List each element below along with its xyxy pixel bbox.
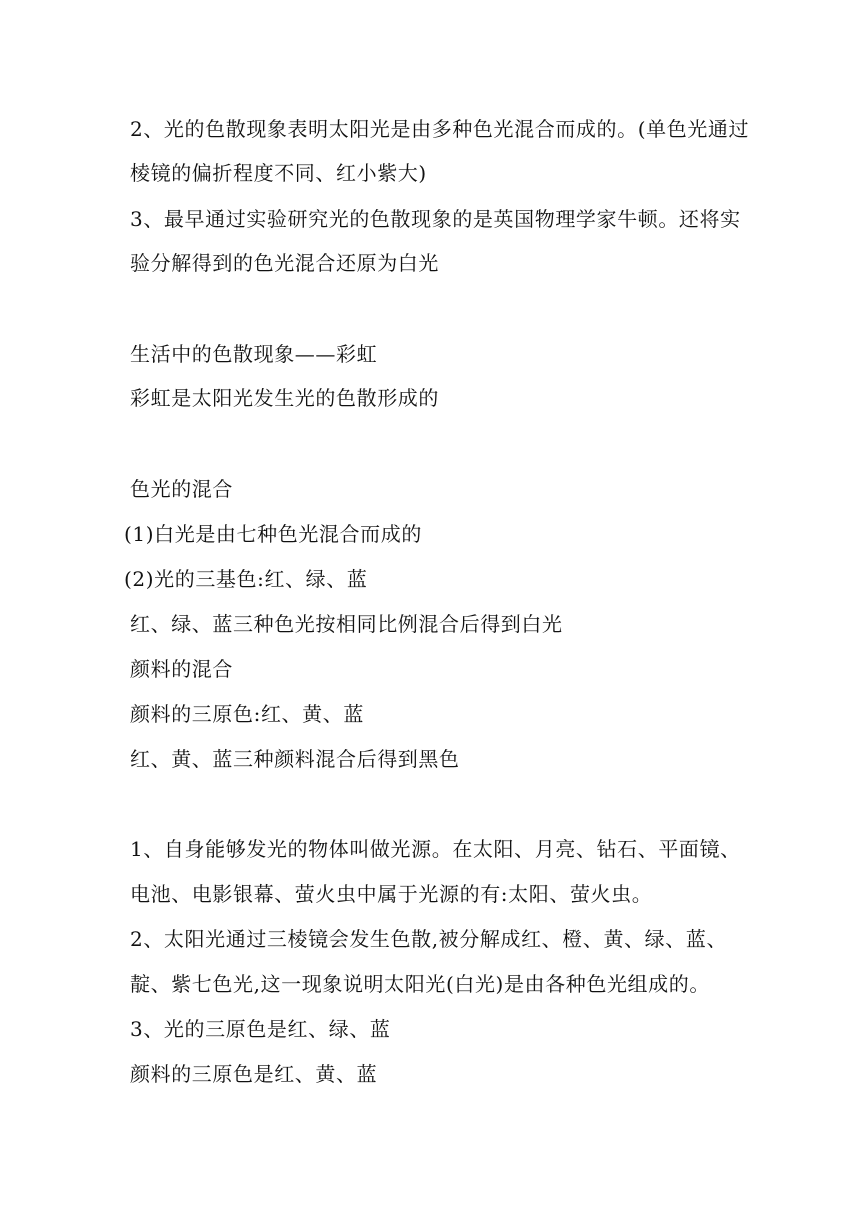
text-line-8: (1)白光是由七种色光混合而成的 xyxy=(124,522,422,546)
text-line-17: 靛、紫七色光,这一现象说明太阳光(白光)是由各种色光组成的。 xyxy=(130,972,710,996)
text-line-16: 2、太阳光通过三棱镜会发生色散,被分解成红、橙、黄、绿、蓝、 xyxy=(130,927,728,951)
section-heading-rainbow: 生活中的色散现象——彩虹 xyxy=(130,342,378,366)
text-line-18: 3、光的三原色是红、绿、蓝 xyxy=(130,1017,391,1041)
text-line-3: 3、最早通过实验研究光的色散现象的是英国物理学家牛顿。还将实 xyxy=(130,207,741,231)
text-line-1: 2、光的色散现象表明太阳光是由多种色光混合而成的。(单色光通过 xyxy=(130,117,750,141)
text-line-15: 电池、电影银幕、萤火虫中属于光源的有:太阳、萤火虫。 xyxy=(130,882,653,906)
text-line-12: 颜料的三原色:红、黄、蓝 xyxy=(130,702,364,726)
text-line-2: 棱镜的偏折程度不同、红小紫大) xyxy=(130,161,427,185)
text-line-9: (2)光的三基色:红、绿、蓝 xyxy=(124,567,368,591)
text-line-19: 颜料的三原色是红、黄、蓝 xyxy=(130,1062,378,1086)
text-line-13: 红、黄、蓝三种颜料混合后得到黑色 xyxy=(130,747,460,771)
section-heading-pigment-mixing: 颜料的混合 xyxy=(130,657,233,681)
text-line-4: 验分解得到的色光混合还原为白光 xyxy=(130,251,439,275)
section-heading-color-light-mixing: 色光的混合 xyxy=(130,477,233,501)
text-line-6: 彩虹是太阳光发生光的色散形成的 xyxy=(130,386,439,410)
text-line-14: 1、自身能够发光的物体叫做光源。在太阳、月亮、钻石、平面镜、 xyxy=(130,837,741,861)
text-line-10: 红、绿、蓝三种色光按相同比例混合后得到白光 xyxy=(130,612,563,636)
